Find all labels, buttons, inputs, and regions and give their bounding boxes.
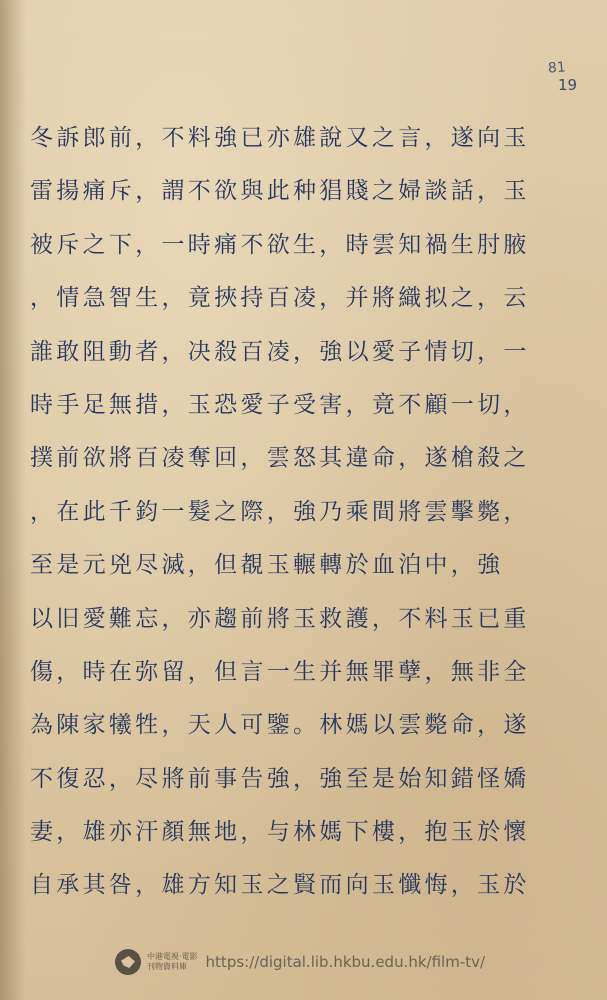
archive-logo-icon	[115, 949, 141, 975]
text-line: 撲前欲將百凌奪回，雲怒其違命，遂槍殺之	[30, 445, 530, 472]
text-line: 不復忍，尽將前事告強，強至是始知錯怪嬌	[30, 765, 530, 792]
text-line: 時手足無措，玉恐愛子受害，竟不顧一切，	[30, 391, 530, 418]
text-line: 自承其咎，雄方知玉之賢而向玉懺悔，玉於	[30, 872, 530, 899]
binding-shadow	[0, 0, 26, 1000]
archive-logo-text	[147, 952, 198, 972]
text-line: 雷揚痛斥，謂不欲與此种猖賤之婦談話，玉	[30, 178, 530, 205]
text-line: 為陳家犧牲，天人可鑒。林媽以雲斃命，遂	[30, 712, 530, 739]
text-line: 傷，時在弥留，但言一生并無罪孽，無非全	[30, 658, 530, 685]
text-line: 以旧愛難忘，亦趨前將玉救護，不料玉已重	[30, 605, 530, 632]
watermark-footer	[115, 944, 485, 980]
page-number: 19	[558, 76, 578, 94]
text-line: 至是元兇尽滅，但覩玉輾轉於血泊中，強	[30, 552, 504, 579]
manuscript-text	[30, 112, 550, 913]
text-line: ，情急智生，竟挾持百凌，并將織拟之，云	[30, 285, 530, 312]
text-line: 被斥之下，一時痛不欲生，時雲知禍生肘腋	[30, 231, 530, 258]
text-line: 誰敢阻動者，决殺百凌，強以愛子情切，一	[30, 338, 530, 365]
text-line: 妻，雄亦汗顏無地，与林媽下樓，抱玉於懷	[30, 819, 530, 846]
text-line: 冬訴郎前，不料強已亦雄說又之言，遂向玉	[30, 125, 530, 151]
archive-logo-line2: 刊物資料庫	[147, 962, 187, 971]
text-line: ，在此千鈞一髮之際，強乃乘間將雲擊斃，	[30, 498, 530, 525]
page-number-handwritten: 81	[547, 59, 567, 77]
archive-url: https://digital.lib.hkbu.edu.hk/film-tv/	[205, 953, 486, 971]
archive-logo-line1: 中港電視·電影	[147, 952, 198, 961]
